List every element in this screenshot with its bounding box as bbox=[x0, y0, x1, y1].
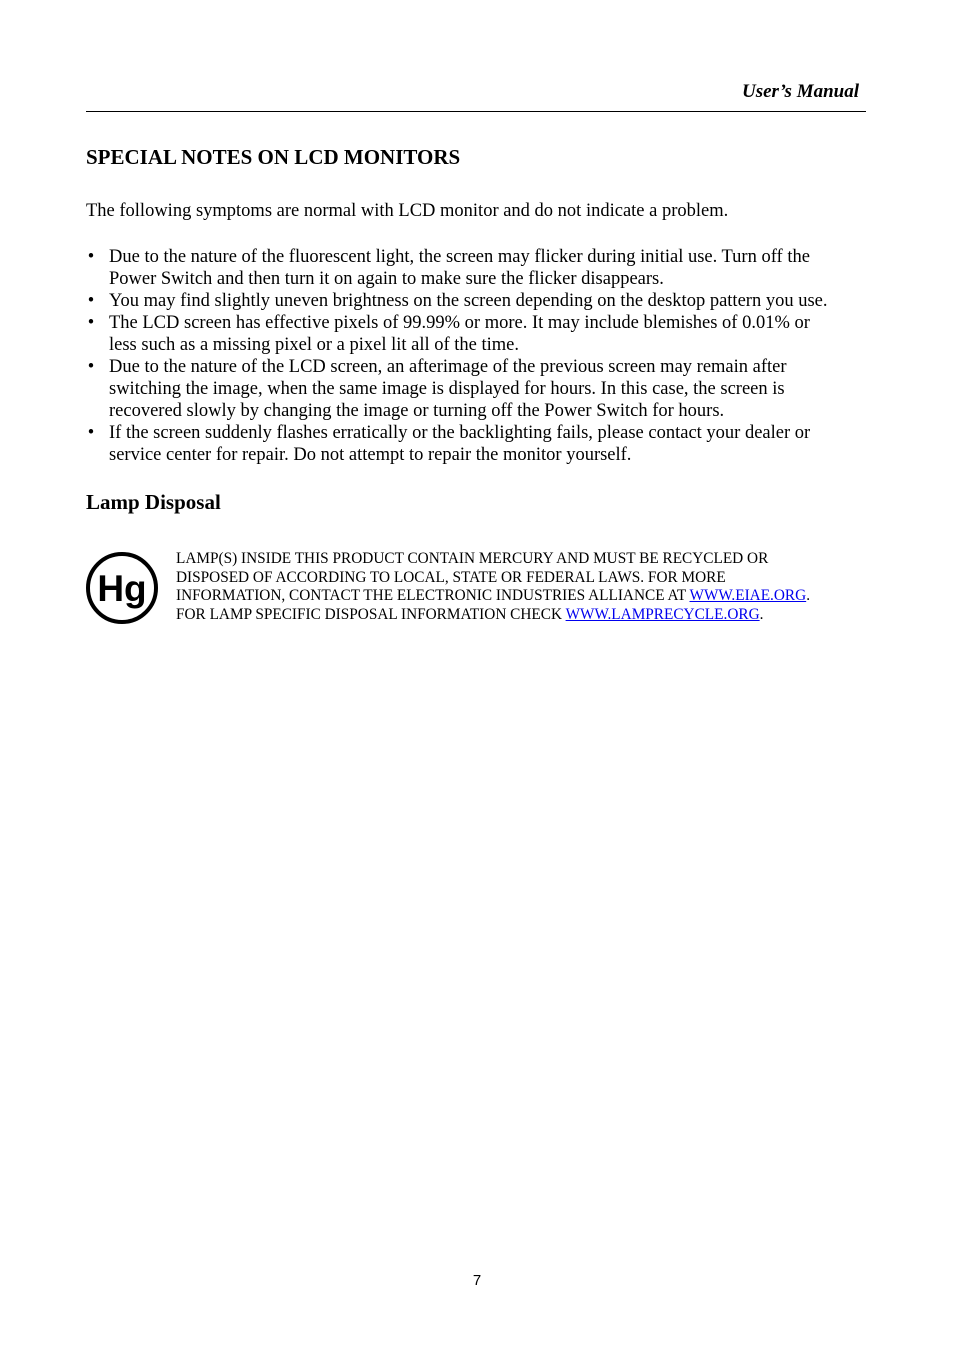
hg-icon-label: Hg bbox=[97, 568, 147, 609]
header-divider bbox=[86, 111, 866, 112]
symptom-list bbox=[86, 246, 876, 466]
bullet-icon: • bbox=[87, 313, 95, 333]
list-item-line: recovered slowly by changing the image or turning off the Power Switch for hours. bbox=[109, 401, 725, 421]
bullet-icon: • bbox=[87, 423, 95, 443]
list-item bbox=[86, 422, 876, 466]
list-item-line: Power Switch and then turn it on again to make sure the flicker disappears. bbox=[109, 269, 664, 289]
list-item-line: You may find slightly uneven brightness on the screen depending on the desktop pattern you use. bbox=[109, 291, 828, 311]
list-item-line: Due to the nature of the LCD screen, an afterimage of the previous screen may remain after bbox=[109, 357, 787, 377]
bullet-icon: • bbox=[87, 247, 95, 267]
list-item bbox=[86, 312, 876, 356]
disposal-line-1: LAMP(S) INSIDE THIS PRODUCT CONTAIN MERCURY AND MUST BE RECYCLED OR bbox=[176, 550, 769, 567]
list-item bbox=[86, 356, 876, 422]
disposal-line-3-end: . bbox=[806, 587, 811, 604]
page-number: 7 bbox=[472, 1272, 482, 1289]
list-item bbox=[86, 290, 876, 312]
list-item-line: If the screen suddenly flashes erratically or the backlighting fails, please contact your dealer or bbox=[109, 423, 811, 443]
disposal-line-3: INFORMATION, CONTACT THE ELECTRONIC INDUSTRIES ALLIANCE AT bbox=[176, 587, 690, 604]
bullet-icon: • bbox=[87, 357, 95, 377]
lamp-disposal-notice bbox=[176, 550, 876, 624]
disposal-line-4: FOR LAMP SPECIFIC DISPOSAL INFORMATION CHECK bbox=[176, 605, 566, 623]
list-item-line: service center for repair. Do not attempt to repair the monitor yourself. bbox=[109, 445, 632, 465]
eiae-link[interactable]: WWW.EIAE.ORG bbox=[689, 587, 807, 604]
intro-paragraph: The following symptoms are normal with LCD monitor and do not indicate a problem. bbox=[86, 201, 729, 221]
list-item bbox=[86, 246, 876, 290]
list-item-line: switching the image, when the same image is displayed for hours. In this case, the screen is bbox=[109, 379, 785, 399]
lamp-disposal-title: Lamp Disposal bbox=[86, 490, 221, 514]
running-header: User’s Manual bbox=[741, 81, 859, 102]
list-item-line: less such as a missing pixel or a pixel lit all of the time. bbox=[109, 335, 520, 355]
list-item-line: The LCD screen has effective pixels of 99.99% or more. It may include blemishes of 0.01% or bbox=[109, 313, 810, 333]
list-item-line: Due to the nature of the fluorescent light, the screen may flicker during initial use. Turn off the bbox=[109, 247, 810, 267]
lamprecycle-link[interactable]: WWW.LAMPRECYCLE.ORG bbox=[565, 605, 760, 623]
bullet-icon: • bbox=[87, 291, 95, 311]
section-title: SPECIAL NOTES ON LCD MONITORS bbox=[86, 145, 461, 169]
disposal-line-2: DISPOSED OF ACCORDING TO LOCAL, STATE OR FEDERAL LAWS. FOR MORE bbox=[176, 568, 726, 586]
disposal-line-4-end: . bbox=[759, 605, 764, 623]
mercury-hg-icon bbox=[85, 551, 159, 625]
